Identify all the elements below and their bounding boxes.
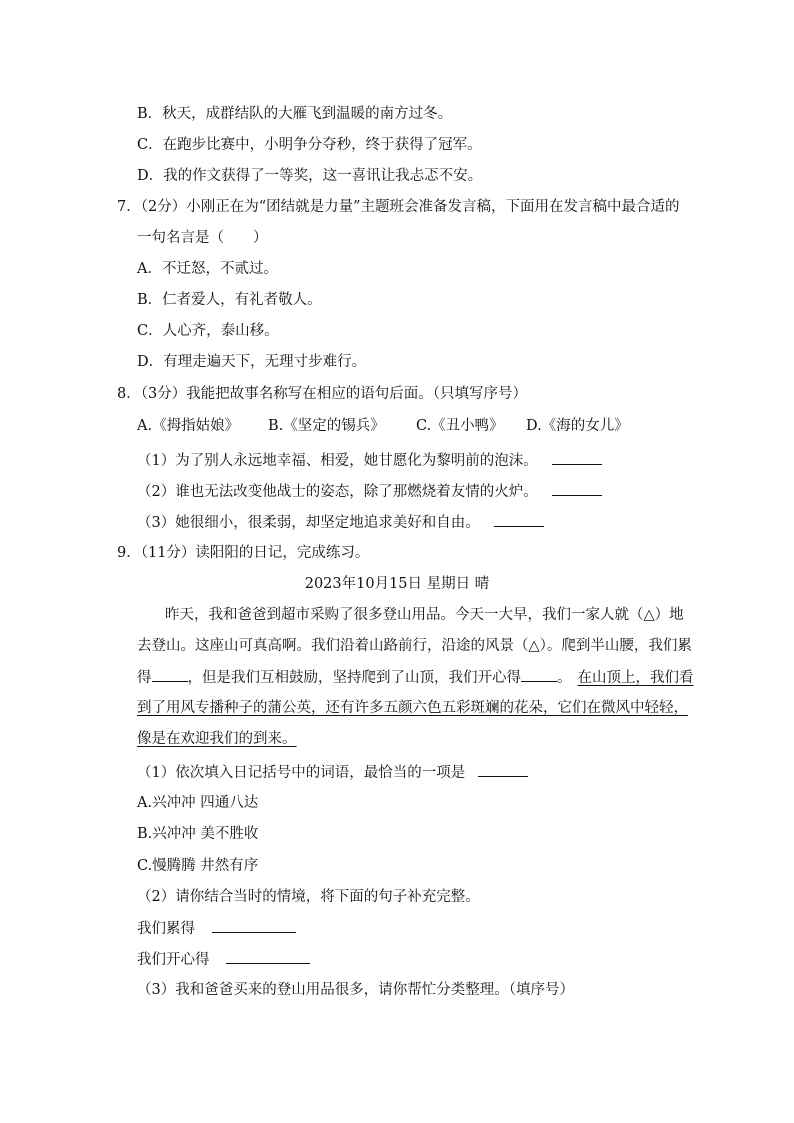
diary-underlined-start: 在山顶上，我们看 — [577, 670, 694, 686]
q7-option-d: D．有理走遍天下，无理寸步难行。 — [137, 354, 367, 370]
q8-option-b: B.《坚定的锡兵》 — [268, 418, 385, 434]
diary-line-3-b: ，但是我们互相鼓励，坚持爬到了山顶，我们开心得 — [187, 670, 521, 686]
q9-sub2-line-2-text: 我们开心得 — [137, 952, 210, 968]
q8-item-2-text: （2）谁也无法改变他战士的姿态，除了那燃烧着友情的火炉。 — [137, 484, 538, 500]
diary-line-5-underlined: 像是在欢迎我们的到来。 — [137, 731, 297, 747]
q9-sub2-blank-2[interactable] — [226, 949, 310, 964]
q7-option-a: A．不迁怒，不贰过。 — [137, 261, 278, 277]
q8-option-a: A.《拇指姑娘》 — [137, 418, 240, 434]
diary-line-2: 去登山。这座山可真高啊。我们沿着山路前行，沿途的风景（△）。爬到半山腰，我们累 — [137, 638, 692, 654]
q8-answer-blank-3[interactable] — [494, 512, 544, 527]
diary-line-3 — [137, 667, 694, 688]
diary-date: 2023年10月15日 星期日 晴 — [304, 576, 490, 592]
q9-sub1 — [137, 762, 528, 783]
diary-line-3-c: 。 — [557, 670, 572, 686]
q7-option-c: C．人心齐，泰山移。 — [137, 323, 279, 339]
q9-stem: 9．（11分）读阳阳的日记，完成练习。 — [117, 545, 370, 561]
q9-sub3: （3）我和爸爸买来的登山用品很多，请你帮忙分类整理。（填序号） — [137, 982, 574, 998]
q8-option-c: C.《丑小鸭》 — [416, 418, 504, 434]
q9-sub2-line-2 — [137, 949, 310, 970]
diary-blank-happy[interactable] — [521, 667, 557, 682]
q6-option-c: C．在跑步比赛中，小明争分夺秒，终于获得了冠军。 — [137, 137, 482, 153]
diary-line-1: 昨天，我和爸爸到超市采购了很多登山用品。今天一大早，我们一家人就（△）地 — [165, 607, 684, 623]
q8-answer-blank-1[interactable] — [552, 450, 602, 465]
q9-sub2-line-1-text: 我们累得 — [137, 921, 195, 937]
q9-sub1-option-b: B.兴冲冲 美不胜收 — [137, 826, 259, 842]
q8-stem: 8．（3分）我能把故事名称写在相应的语句后面。（只填写序号） — [117, 386, 527, 402]
diary-line-3-a: 得 — [137, 670, 152, 686]
q9-sub1-option-a: A.兴冲冲 四通八达 — [137, 795, 259, 811]
q6-option-d: D．我的作文获得了一等奖，这一喜讯让我忐忑不安。 — [137, 168, 483, 184]
q9-sub2: （2）请你结合当时的情境，将下面的句子补充完整。 — [137, 889, 480, 905]
diary-line-4-underlined: 到了用风专播种子的蒲公英，还有许多五颜六色五彩斑斓的花朵，它们在微风中轻轻， — [137, 700, 688, 716]
q8-item-3-text: （3）她很细小，很柔弱，却坚定地追求美好和自由。 — [137, 515, 480, 531]
q7-stem-line2: 一句名言是（ ） — [137, 230, 268, 246]
q8-answer-blank-2[interactable] — [552, 481, 602, 496]
q9-sub2-line-1 — [137, 918, 296, 939]
q8-item-1 — [137, 450, 602, 471]
q7-option-b: B．仁者爱人，有礼者敬人。 — [137, 292, 322, 308]
q9-sub2-blank-1[interactable] — [212, 918, 296, 933]
q9-sub1-option-c: C.慢腾腾 井然有序 — [137, 858, 259, 874]
q9-sub1-text: （1）依次填入日记括号中的词语，最恰当的一项是 — [137, 765, 466, 781]
q8-option-d: D.《海的女儿》 — [526, 418, 629, 434]
q8-item-1-text: （1）为了别人永远地幸福、相爱，她甘愿化为黎明前的泡沫。 — [137, 453, 538, 469]
q9-sub1-answer-blank[interactable] — [478, 762, 528, 777]
q6-option-b: B．秋天，成群结队的大雁飞到温暖的南方过冬。 — [137, 106, 453, 122]
diary-blank-tired[interactable] — [152, 667, 188, 682]
q8-item-3 — [137, 512, 544, 533]
q8-item-2 — [137, 481, 602, 502]
q7-stem-line1: 7．（2分）小刚正在为“团结就是力量”主题班会准备发言稿，下面用在发言稿中最合适的 — [117, 199, 680, 215]
